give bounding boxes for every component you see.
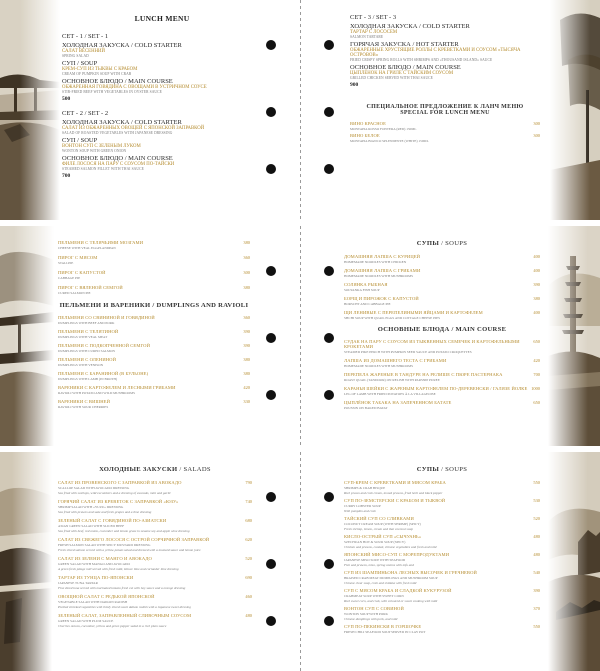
- menu-item-price: 480: [533, 534, 540, 539]
- menu-item-price: 520: [533, 516, 540, 521]
- menu-item-name: ОВОЩНОЙ САЛАТ С РЕДЬКОЙ ЯПОНСКОЙ: [58, 594, 155, 599]
- menu-item: [344, 624, 540, 634]
- binder-hole: [266, 40, 276, 50]
- menu-item: [58, 270, 250, 280]
- set-1-course-3-dish-en: STIR-FRIED BEEF WITH VEGETABLES IN OYSTER SAUCE: [62, 90, 162, 94]
- menu-item-note: Cherries onions, cucumber, yellow and green pepper salad in a rich plum sauce: [58, 624, 167, 628]
- menu-item-name: ЗЕЛЕНЫЙ САЛАТ С ГОВЯДИНОЙ ПО-АЗИАТСКИ: [58, 518, 167, 523]
- set-3-course-1-dish-en: SALMON TARTARE: [350, 35, 384, 39]
- menu-item-name: БОРЩ И ПИРОЖОК С КАПУСТОЙ: [344, 296, 419, 301]
- page-gutter: [296, 452, 304, 671]
- dumplings-column: [58, 240, 250, 413]
- menu-item: [344, 268, 540, 278]
- menu-item-price: 690: [245, 575, 252, 580]
- page-lunch-right: [304, 0, 600, 220]
- binder-hole: [266, 492, 276, 502]
- special-item-desc: MONTAPIA ROSSO FONTERA (RED) 150ML: [350, 127, 417, 131]
- menu-item-note: Fine diced tuna served with marinated tomato fresh cut with hoy sauce and a orange dressing: [58, 586, 186, 590]
- menu-item-desc: CRABMEAT SOUP WITH SWEET CORN: [344, 594, 404, 598]
- section-title-main-course: ОСНОВНЫЕ БЛЮДА / MAIN COURSE: [377, 326, 507, 333]
- menu-item-price: 1000: [531, 386, 540, 391]
- special-item-name: ВИНО КРАСНОЕ: [350, 121, 386, 126]
- menu-item-price: 650: [533, 339, 540, 344]
- page-salads: [0, 452, 296, 671]
- menu-item-desc: CHEESE WITH VEAL EGGPLANDPAN: [58, 246, 116, 250]
- menu-item-price: 420: [243, 385, 250, 390]
- menu-item: [58, 575, 252, 590]
- menu-item-desc: DUMPLINGS WITH CURED SALMON: [58, 349, 115, 353]
- menu-item-name: ТАЙСКИЙ СУП СО СЛИВКАМИ: [344, 516, 414, 521]
- menu-item: [58, 594, 252, 609]
- menu-item-price: 680: [245, 518, 252, 523]
- binder-hole: [266, 616, 276, 626]
- menu-item-name: СУП ПО-ПЕКИНСКИ В ГОРШОЧКЕ: [344, 624, 422, 629]
- menu-item: [344, 254, 540, 264]
- menu-item: [58, 315, 250, 325]
- menu-item-desc: DUMPLINGS WITH LAMB (IN BROTH): [58, 377, 118, 381]
- menu-item-desc: SZECHUAN HOT & SOUR SOUP (SPICY): [344, 540, 406, 544]
- set-2-course-2-heading: СУП / SOUP: [62, 137, 98, 144]
- menu-item-note: With pumpkin and crab: [344, 509, 376, 513]
- menu-item-name: ПЕЛЬМЕНИ С ОЛЕНИНОЙ: [58, 357, 117, 362]
- set-2-price: 700: [62, 173, 71, 179]
- menu-item-name: ЗЕЛЕНЫЙ САЛАТ, ЗАПРАВЛЕННЫЙ СЛИВОЧНЫМ СОУСОМ: [58, 613, 192, 618]
- menu-item-desc: RAVIOLI WITH POTATO AND WILD MUSHROOMS: [58, 391, 135, 395]
- menu-item-desc: BORSCHT AND CABBAGE PIE: [344, 302, 391, 306]
- special-item-price: 300: [533, 133, 540, 138]
- menu-item: [58, 537, 252, 552]
- menu-item-name: ЩИ ЛЕНИВЫЕ С ПЕРЕПЕЛИНЫМИ ЯЙЦАМИ И КАРТОФЕЛЕМ: [344, 310, 483, 315]
- menu-item: [344, 534, 540, 549]
- set-1-course-3-dish: ОБЖАРЕННАЯ ГОВЯДИНА С ОВОЩАМИ В УСТРИЧНОМ СОУСЕ: [62, 85, 207, 90]
- menu-item-desc: FRESH SALMON SALAD WITH SPICY MUSTARD DRESSING: [58, 543, 151, 547]
- menu-item: [58, 329, 250, 339]
- menu-item: [58, 613, 252, 628]
- section-title-salads-ru: ХОЛОДНЫЕ ЗАКУСКИ: [99, 466, 178, 473]
- lunch-menu-title: LUNCH MENU: [134, 14, 190, 23]
- menu-item: [344, 400, 540, 410]
- binder-hole: [324, 559, 334, 569]
- section-title-soups: СУПЫ / SOUPS: [416, 466, 468, 473]
- menu-item: [58, 285, 250, 295]
- menu-item-desc: FRESH CHILI SEAFOOD SOUP SERVED IN CLAY POT: [344, 630, 426, 634]
- menu-item-name: КИСЛО-ОСТРЫЙ СУП «СЫЧУАНЬ»: [344, 534, 422, 539]
- menu-item-note: Chicken and prawns, cooked, chinese vegetables and fresh and mild: [344, 545, 437, 549]
- section-title-salads: ХОЛОДНЫЕ ЗАКУСКИ / SALADS: [99, 466, 211, 473]
- menu-item-note: Chinese clear soup, crab and shiitake with fresh mild: [344, 581, 417, 585]
- set-2-course-1-heading: ХОЛОДНАЯ ЗАКУСКА / COLD STARTER: [62, 119, 182, 126]
- menu-item-name: ВОНТОН СУП С СОВИНОЙ: [344, 606, 404, 611]
- section-title-soups-ru: СУПЫ: [416, 466, 440, 473]
- menu-item-price: 380: [243, 240, 250, 245]
- set-2-course-1-dish-en: SALAD OF ROASTED VEGETABLES WITH JAPANESE DRESSING: [62, 131, 173, 135]
- menu-item-desc: GREEN SALAD WITH PLUM SAUCE: [58, 619, 114, 623]
- binder-hole: [324, 616, 334, 626]
- menu-item: [344, 606, 540, 621]
- menu-spread-lunch: [0, 0, 600, 220]
- menu-item-price: 330: [243, 399, 250, 404]
- menu-item-desc: HOMEMADE NOODLES WITH CHICKEN: [344, 260, 407, 264]
- menu-item-name: КАРАНЬЯ ШЕЙКИ С ЖАРЕНЫМ КАРТОФЕЛЕМ ПО-ДЕРЕВЕНСКИ / ГАЛЯЗЕ ЙОЛКЕ: [344, 386, 528, 391]
- menu-item-desc: SCALLOP SALAD WITH AVOCADO DRESSING: [58, 486, 130, 490]
- set-3-course-1-dish: ТАРТАР С ЛОСОСЕМ: [350, 30, 398, 35]
- menu-item-price: 390: [243, 343, 250, 348]
- set-2-course-3-heading: ОСНОВНОЕ БЛЮДО / MAIN COURSE: [62, 155, 173, 162]
- menu-item-desc: DUMPLINGS WITH VENISON: [58, 363, 104, 367]
- set-2-course-2-dish: ВОНТОН СУП С ЗЕЛЕНЫМ ЛУКОМ: [62, 144, 141, 149]
- menu-item-name: ТАРТАР ИЗ ТУНЦА ПО-ЯПОНСКИ: [58, 575, 134, 580]
- special-item: [350, 121, 540, 131]
- binder-hole: [266, 164, 276, 174]
- menu-item-name: ПЕЛЬМЕНИ С ТЕЛЯЧЬИМИ МОЗГАМИ: [58, 240, 144, 245]
- menu-item-name: ЦЫПЛЁНОК ТАБАКА НА ЗАПЕЧЕННОМ БАТАТЕ: [344, 400, 452, 405]
- menu-item-desc: BRAISED CRAB MEAT DUMPLINGS AND MUSHROOM SOUP: [344, 576, 438, 580]
- pagoda-photo: [0, 226, 54, 446]
- menu-item-price: 790: [245, 480, 252, 485]
- set-1-course-1-dish: САЛАТ ВЕСЕННИЙ: [62, 49, 105, 54]
- menu-item-note: Sea fried with prawns and sake and fresh grapes and a lime dressing: [58, 510, 152, 514]
- menu-item-price: 380: [243, 285, 250, 290]
- menu-item-note: Chinese dumplings with pork, and mild: [344, 617, 398, 621]
- menu-item-price: 390: [533, 588, 540, 593]
- pagoda-photo: [0, 0, 60, 220]
- menu-item-desc: CABBAGE PIE: [58, 276, 81, 280]
- menu-item: [344, 498, 540, 513]
- menu-item-name: ПЕЛЬМЕНИ СО СВИНИНОЙ И ГОВЯДИНОЙ: [58, 315, 155, 320]
- binder-hole: [324, 40, 334, 50]
- menu-item-note: Rich sweet corn, and crab, with coloured or sweet cooking with mild: [344, 599, 438, 603]
- menu-item-name: САЛАТ ИЗ ЗЕЛЕНИ С МАНГО И АВОКАДО: [58, 556, 152, 561]
- menu-item-desc: CURED SALMON PIE: [58, 291, 91, 295]
- menu-item: [58, 399, 250, 409]
- page-dumplings: [0, 226, 296, 446]
- set-3-course-3-dish-en: GRILLED CHICKEN SERVED WITH THAI SAUCE: [350, 76, 433, 80]
- menu-spread-salads-soups: [0, 452, 600, 671]
- menu-item-desc: STALLPIE: [58, 261, 74, 265]
- menu-item-note: Fresh sliced salmon served with a yellow potato salad and dressed with a mustard sauce and lemon juice: [58, 548, 201, 552]
- set-1-course-2-dish-en: CREAM OF PUMPKIN SOUP WITH CRAB: [62, 72, 132, 76]
- menu-item-price: 390: [243, 329, 250, 334]
- menu-item-price: 520: [245, 556, 252, 561]
- menu-item-desc: STEAMED PIKE PERCH WITH PUMPKIN SEED SAUCE AND POTATO CROQUETTES: [344, 350, 472, 354]
- menu-item-desc: ASIAN GREEN SALAD WITH SLICED BEEF: [58, 524, 125, 528]
- menu-item-note: Sea fried with beef, red onion, cucumber and lemon grass in sesame soy and apple wine dressing: [58, 529, 190, 533]
- set-3-course-2-heading: ГОРЯЧАЯ ЗАКУСКА / HOT STARTER: [350, 41, 459, 48]
- binder-hole: [266, 559, 276, 569]
- menu-item-name: ДОМАШНЯЯ ЛАПША С ГРИБАМИ: [344, 268, 421, 273]
- menu-item-name: САЛАТ ИЗ ПРОВЕНСКОГО С ЗАПРАВКОЙ ИЗ АВОКАДО: [58, 480, 182, 485]
- special-item-desc: MONTAPIA BIANCO SPLENDENTE (WHITE) 150ML: [350, 139, 429, 143]
- menu-item-desc: CURRY LOBSTER SOUP: [344, 504, 381, 508]
- section-title-soups-en: SOUPS: [445, 466, 468, 473]
- set-1-course-1-heading: ХОЛОДНАЯ ЗАКУСКА / COLD STARTER: [62, 42, 182, 49]
- menu-item-name: ЯПОНСКИЙ МИСО-СУП С МОРЕПРОДУКТАМИ: [344, 552, 450, 557]
- set-3-course-3-dish: ЦЫПЛЁНОК НА ГРИЛЕ С ТАЙСКИМ СОУСОМ: [350, 71, 454, 76]
- menu-item-note: Rich prawn and crab cream, tossed prawns, fried herb and black pepper: [344, 491, 443, 495]
- menu-item-name: ПЕЛЬМЕНИ С ТЕЛЯТИНОЙ: [58, 329, 119, 334]
- special-item: [350, 133, 540, 143]
- set-3-course-2-dish-en: FRIED CRISPY SPRING ROLLS WITH SHRIMPS AND «THOUSAND ISLAND» SAUCE: [350, 58, 493, 62]
- set-1-course-2-heading: СУП / SOUP: [62, 60, 98, 67]
- set-2-course-3-dish: ФИЛЕ ЛОСОСЯ НА ПАРУ С СОУСОМ ПО-ТАЙСКИ: [62, 162, 175, 167]
- soups-mains-column: [344, 240, 540, 414]
- menu-item-price: 380: [533, 296, 540, 301]
- section-title-dumplings: ПЕЛЬМЕНИ И ВАРЕНИКИ / DUMPLINGS AND RAVIOLI: [59, 302, 249, 309]
- menu-item-desc: WONTON SOUP WITH PORK: [344, 612, 388, 616]
- menu-item: [344, 386, 540, 396]
- menu-item-price: 360: [243, 315, 250, 320]
- menu-item-price: 300: [243, 270, 250, 275]
- menu-item-desc: COCONUT CREAM SOUP (WITH SHRIMP) (SPICY): [344, 522, 421, 526]
- menu-item-price: 400: [533, 268, 540, 273]
- menu-item-desc: JAPANESE TUNA TARTAR: [58, 581, 98, 585]
- menu-item-price: 390: [533, 282, 540, 287]
- menu-item-desc: SHRIMP SALAD WITH «YUZU» DRESSING: [58, 505, 124, 509]
- section-title-soups: СУПЫ / SOUPS: [416, 240, 468, 247]
- menu-spread-dumplings-soups: [0, 226, 600, 446]
- special-title-ru: СПЕЦИАЛЬНОЕ ПРЕДЛОЖЕНИЕ К ЛАНЧ МЕНЮ: [366, 104, 524, 110]
- binder-hole: [324, 390, 334, 400]
- menu-item-name: ПИРОГ С ВЯЛЕНОЙ СЕМГОЙ: [58, 285, 123, 290]
- menu-item: [58, 357, 250, 367]
- menu-item-price: 700: [533, 372, 540, 377]
- menu-item: [344, 339, 540, 354]
- menu-item-price: 370: [533, 606, 540, 611]
- binder-hole: [266, 333, 276, 343]
- menu-item: [344, 282, 540, 292]
- menu-item: [58, 343, 250, 353]
- menu-item-desc: HOMEMADE NOODLES WITH MUSHROOMS: [344, 364, 413, 368]
- temple-photo: [0, 452, 52, 671]
- menu-item-price: 400: [533, 310, 540, 315]
- menu-item: [344, 372, 540, 382]
- binder-hole: [266, 107, 276, 117]
- special-item-price: 300: [533, 121, 540, 126]
- binder-hole: [324, 164, 334, 174]
- page-gutter: [296, 226, 304, 446]
- menu-item-desc: ROAST QUAIL (TANDOOR) ON RELISH WITH PARSNIP PUREE: [344, 378, 440, 382]
- binder-hole: [324, 266, 334, 276]
- set-3-course-2-dish: ОБЖАРЕННЫЕ ХРУСТЯЩИЕ РОЛЛЫ С КРЕВЕТКАМИ И СОУСОМ «ТЫСЯЧА ОСТРОВОВ»: [350, 48, 521, 58]
- menu-item-price: 550: [533, 624, 540, 629]
- menu-item: [344, 570, 540, 585]
- menu-item-desc: SHCHI SOUP WITH QUAIL EGGS AND COTTAGE CHEESE PIES: [344, 316, 441, 320]
- binder-hole: [266, 390, 276, 400]
- set-1-course-1-dish-en: SPRING SALAD: [62, 54, 89, 58]
- menu-item-price: 550: [533, 480, 540, 485]
- lunch-menu-column: [62, 14, 262, 185]
- binder-hole: [324, 333, 334, 343]
- trees-photo: [550, 0, 600, 220]
- menu-item-name: ГОРЯЧИЙ САЛАТ ИЗ КРЕВЕТОК С ЗАПРАВКОЙ «ЮЗУ»: [58, 499, 179, 504]
- pagoda-photo: [548, 226, 600, 446]
- menu-item: [58, 385, 250, 395]
- menu-item-name: ПЕРЕПЕЛА ЖАРЕНЫЕ В ТАНДУРЕ НА РЕЛИШЕ С ПЮРЕ ПАСТЕРНАКА: [344, 372, 503, 377]
- menu-item-name: СОЛЯНКА РЫБНАЯ: [344, 282, 388, 287]
- menu-item: [58, 255, 250, 265]
- page-soups-mains: [304, 226, 600, 446]
- menu-item-name: СУДАК НА ПАРУ С СОУСОМ ИЗ ТЫКВЕННЫХ СЕМЕЧЕК И КАРТОФЕЛЬНЫМИ КРОКЕТАМИ: [344, 339, 520, 349]
- section-title-salads-en: SALADS: [183, 466, 211, 473]
- section-title-soups-ru: СУПЫ: [416, 240, 440, 247]
- menu-item-price: 480: [533, 552, 540, 557]
- menu-item-desc: VEGETABLE SALAD WITH DAIKON RADISH: [58, 600, 128, 604]
- set-3-label: СЕТ - 3 / SET - 3: [350, 14, 397, 21]
- menu-item-name: СУП ИЗ ШАМПИНЬОНА ЛЕСНЫХ ВЫСОЧЕК И ГРЕЧНЕВОЙ: [344, 570, 477, 575]
- menu-item-price: 400: [533, 254, 540, 259]
- menu-item: [344, 516, 540, 531]
- menu-item-name: ДОМАШНЯЯ ЛАПША С КУРИЦЕЙ: [344, 254, 421, 259]
- menu-item-price: 380: [243, 357, 250, 362]
- menu-item-desc: RAVIOLI WITH SOUR CHERRIES: [58, 405, 109, 409]
- menu-item-name: СУП ПО-ЗЕМСТЕРСКИ С КРАБОМ И ТЫКВОЙ: [344, 498, 446, 503]
- section-title-soups-en: SOUPS: [445, 240, 468, 247]
- menu-item: [58, 240, 250, 250]
- set-1-label: СЕТ - 1 / SET - 1: [62, 33, 109, 40]
- menu-item-name: СУП С МЯСОМ КРАБА И СЛАДКОЙ КУКУРУЗОЙ: [344, 588, 452, 593]
- menu-item-desc: GREEN SALAD WITH MANGO AND AVOCADO: [58, 562, 130, 566]
- set-1-course-2-dish: КРЕМ-СУП ИЗ ТЫКВЫ С КРАБОМ: [62, 67, 138, 72]
- menu-item-name: ВАРЕНИКИ С ВИШНЕЙ: [58, 399, 110, 404]
- menu-item-price: 380: [243, 371, 250, 376]
- menu-item-price: 620: [245, 537, 252, 542]
- menu-item: [58, 556, 252, 571]
- menu-item-desc: JAPANESE MISO SOUP WITH SEAFOOD: [344, 558, 406, 562]
- menu-item: [344, 310, 540, 320]
- menu-item-desc: SHRIMPS & CRAB BISQUE: [344, 486, 386, 490]
- menu-item-note: Fresh shrimp, lemon, cream and thai coconut soup: [344, 527, 413, 531]
- menu-item-price: 650: [533, 400, 540, 405]
- set-3-column: [350, 14, 540, 145]
- menu-item: [344, 588, 540, 603]
- menu-item-name: ПЕЛЬМЕНИ С БАРАНИНОЙ (В БУЛЬОНЕ): [58, 371, 149, 376]
- set-2-course-1-dish: САЛАТ ИЗ ОБЖАРЕННЫХ ОВОЩЕЙ С ЯПОНСКОЙ ЗАПРАВКОЙ: [62, 126, 205, 131]
- set-3-price: 900: [350, 82, 359, 88]
- menu-item: [344, 552, 540, 567]
- set-2-label: СЕТ - 2 / SET - 2: [62, 110, 109, 117]
- set-2: [62, 110, 262, 179]
- binder-hole: [266, 266, 276, 276]
- menu-item: [58, 499, 252, 514]
- menu-item-price: 740: [245, 499, 252, 504]
- menu-item: [344, 480, 540, 495]
- menu-item-desc: SOLYANKA FISH SOUP: [344, 288, 380, 292]
- menu-item: [58, 371, 250, 381]
- menu-item-price: 530: [533, 498, 540, 503]
- menu-item-price: 420: [533, 358, 540, 363]
- menu-item-price: 360: [243, 255, 250, 260]
- menu-item-price: 480: [245, 613, 252, 618]
- menu-item: [58, 480, 252, 495]
- menu-item-desc: DUMPLINGS WITH VEAL MEAT: [58, 335, 108, 339]
- asian-soups-column: [344, 466, 540, 637]
- set-1-price: 500: [62, 96, 71, 102]
- page-lunch-left: [0, 0, 296, 220]
- menu-item-desc: DUMPLINGS WITH BEEF AND PORK: [58, 321, 115, 325]
- menu-item-price: 540: [533, 570, 540, 575]
- binder-hole: [324, 492, 334, 502]
- menu-item-desc: HOMEMADE NOODLES WITH MUSHROOMS: [344, 274, 413, 278]
- page-gutter: [296, 0, 304, 220]
- menu-item-name: ЛАПША ИЗ ДОМАШНЕГО ТЕСТА С ГРИБАМИ: [344, 358, 447, 363]
- menu-item-name: ПИРОГ С КАПУСТОЙ: [58, 270, 106, 275]
- menu-item: [344, 296, 540, 306]
- page-soups-asian: [304, 452, 600, 671]
- binder-hole: [324, 107, 334, 117]
- menu-item: [344, 358, 540, 368]
- menu-item-desc: LEG OF LAMB WITH FRIED POTATOES À LA VILLAGEOISE: [344, 392, 436, 396]
- set-3-course-3-heading: ОСНОВНОЕ БЛЮДО / MAIN COURSE: [350, 64, 461, 71]
- set-2-course-2-dish-en: WONTON SOUP WITH GREEN ONION: [62, 149, 127, 153]
- great-wall-photo: [548, 452, 600, 671]
- menu-item-name: СУП-КРЕМ С КРЕВЕТКАМИ И МЯСОМ КРАБА: [344, 480, 446, 485]
- menu-item-price: 460: [245, 594, 252, 599]
- special-title-en: SPECIAL FOR LUNCH MENU: [400, 110, 490, 116]
- set-1: [62, 33, 262, 102]
- menu-item-name: САЛАТ ИЗ СВЕЖЕГО ЛОСОСЯ С ОСТРОЙ СОРЧИЧНОЙ ЗАПРАВКОЙ: [58, 537, 210, 542]
- menu-item-note: Sea fried with scallops, wild cucumbers and a dressing of avocado, mint and garlic: [58, 491, 171, 495]
- set-3-course-1-heading: ХОЛОДНАЯ ЗАКУСКА / COLD STARTER: [350, 23, 470, 30]
- set-1-course-3-heading: ОСНОВНОЕ БЛЮДО / MAIN COURSE: [62, 78, 173, 85]
- special-offer: [350, 104, 540, 143]
- menu-item-desc: POUSSIN ON BAKED BATAT: [344, 406, 388, 410]
- menu-item-note: Fish and prawns, miso, spring onions with tofu and: [344, 563, 414, 567]
- salads-column: [58, 466, 252, 632]
- menu-item-note: Pickled shrieked vegetables with thinly sliced sweet daikon radish with a Japanese sweet dressing: [58, 605, 191, 609]
- special-item-name: ВИНО БЕЛОЕ: [350, 133, 380, 138]
- menu-item-name: ПЕЛЬМЕНИ С ПОДКОПЧЕННОЙ СЕМГОЙ: [58, 343, 150, 348]
- menu-item-note: A green fresh pitage mill served with fresh mild, lettuce lime and coriander lime dressing: [58, 567, 179, 571]
- menu-item: [58, 518, 252, 533]
- menu-item-name: ПИРОГ С МЯСОМ: [58, 255, 98, 260]
- set-2-course-3-dish-en: STEAMED SALMON FILLET WITH THAI SAUCE: [62, 167, 144, 171]
- menu-item-name: ВАРЕНИКИ С КАРТОФЕЛЕМ И ЛЕСНЫМИ ГРИБАМИ: [58, 385, 176, 390]
